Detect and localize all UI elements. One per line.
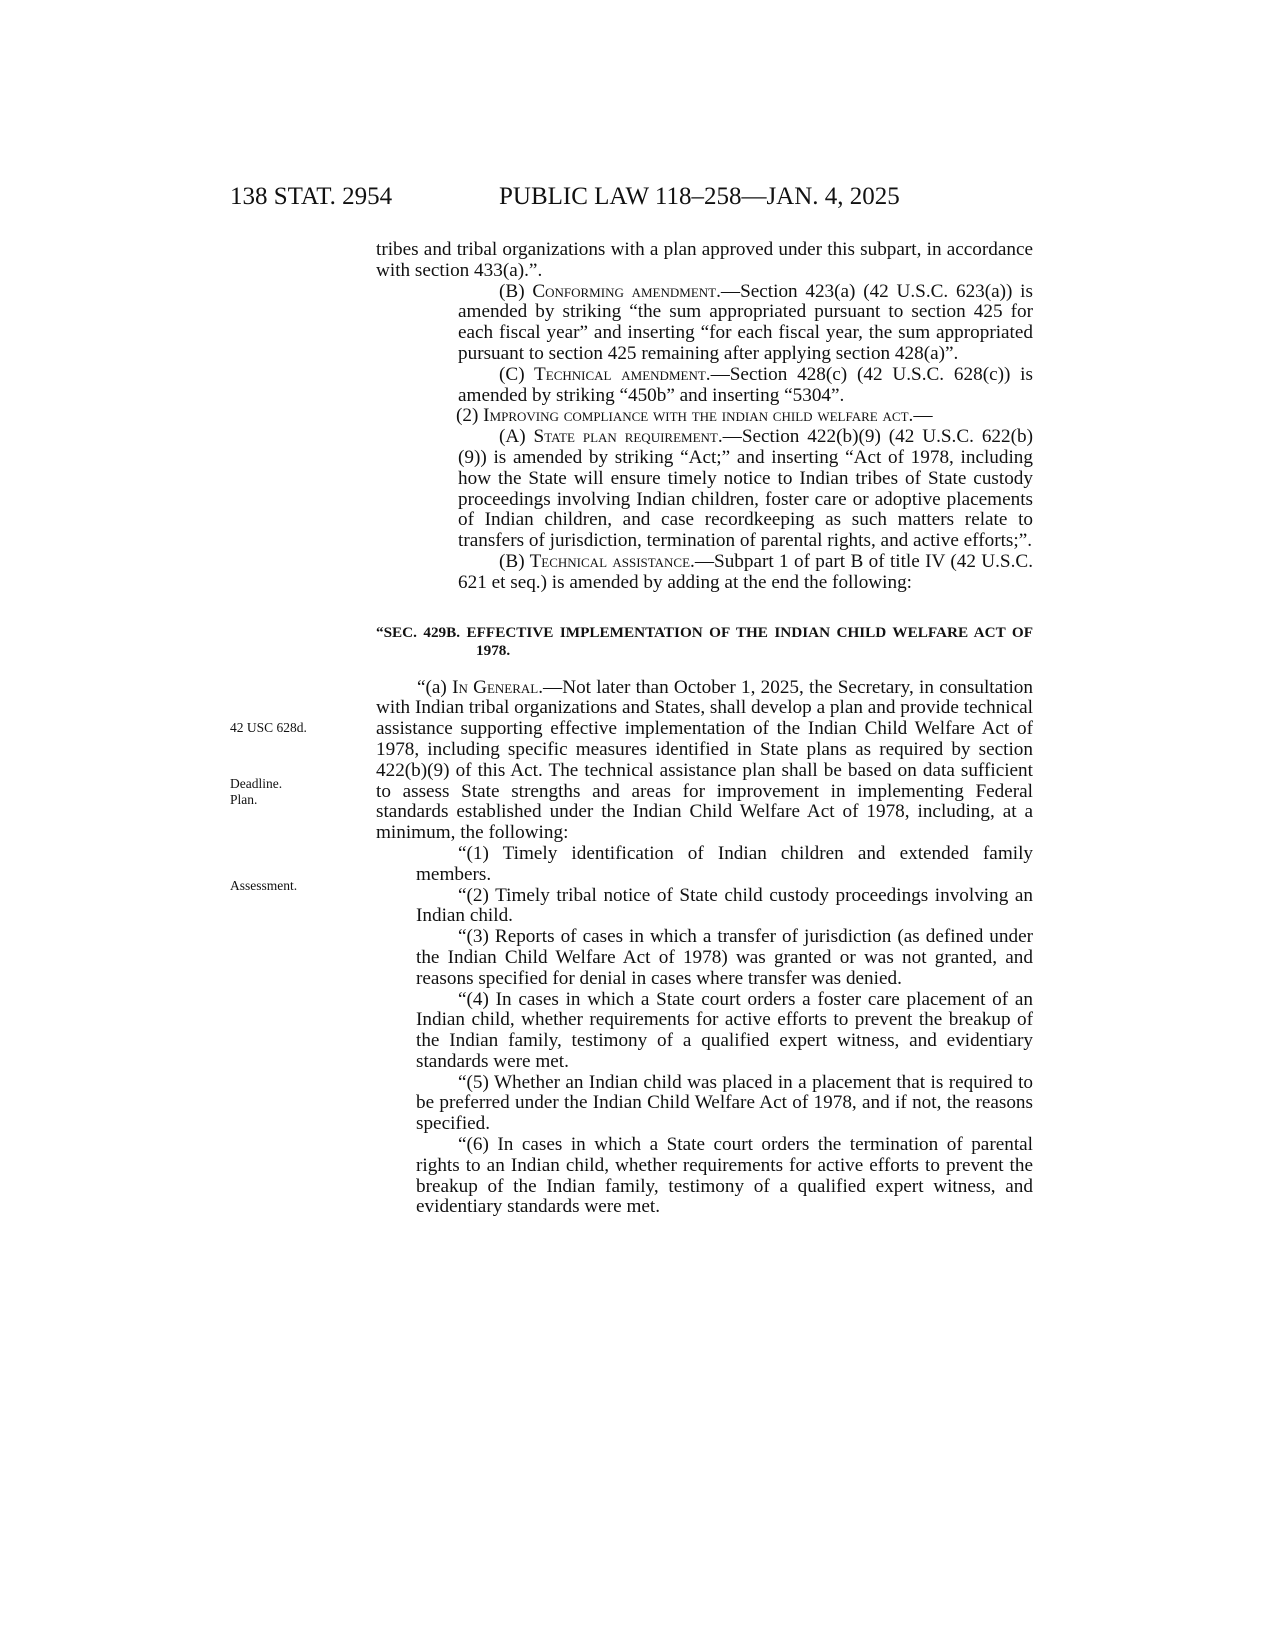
section-heading: “SEC. 429B. EFFECTIVE IMPLEMENTATION OF THE INDIAN CHILD WELFARE ACT OF 1978. xyxy=(376,623,1033,659)
body-text xyxy=(376,240,1033,1218)
text-technical-assistance: —Subpart 1 of part B of title IV (42 U.S.C. 621 et seq.) is amended by adding at the end the following: xyxy=(458,550,1033,593)
text-conforming-amendment: —Section 423(a) (42 U.S.C. 623(a)) is amended by striking “the sum appropriated pursuant to section 425 for each fiscal year” and inserting “for each fiscal year, the sum appropriated pursuant to section 425 remaining after applying section 428(a)”. xyxy=(458,280,1033,364)
heading-technical-amendment: (C) Technical amendment. xyxy=(499,363,711,385)
text-technical-amendment: —Section 428(c) (42 U.S.C. 628(c)) is amended by striking “450b” and inserting “5304”. xyxy=(458,363,1033,406)
paragraph-continuation: tribes and tribal organizations with a plan approved under this subpart, in accordance with section 433(a).”. xyxy=(376,239,1033,281)
law-title: PUBLIC LAW 118–258—JAN. 4, 2025 xyxy=(499,183,900,210)
page-header xyxy=(0,183,1275,223)
margin-note-assessment: Assessment. xyxy=(230,878,298,893)
margin-note-deadline-plan xyxy=(230,776,282,808)
heading-improving-compliance: (2) Improving compliance with the indian child welfare act. xyxy=(456,405,914,427)
list-item-6: “(6) In cases in which a State court orders the termination of parental rights to an Indian child, whether requirements for active efforts to prevent the breakup of the Indian family, testimony of a qualified expert witness, and evidentiary standards were met. xyxy=(416,1134,1033,1218)
stat-citation: 138 STAT. 2954 xyxy=(230,183,393,210)
margin-note-deadline: Deadline. xyxy=(230,776,283,791)
list-item-5: “(5) Whether an Indian child was placed in a placement that is required to be preferred under the Indian Child Welfare Act of 1978, and if not, the reasons specified. xyxy=(416,1071,1033,1135)
heading-conforming-amendment: (B) Conforming amendment. xyxy=(499,280,721,302)
text-state-plan-requirement: —Section 422(b)(9) (42 U.S.C. 622(b)(9)) is amended by striking “Act;” and inserting “Act of 1978, including how the State will ensure timely notice to Indian tribes of State custody proceedings involving Indian children, foster care or adoptive placements of Indian children, and case recordkeeping as such matters relate to transfers of jurisdiction, termination of parental rights, and active efforts;”. xyxy=(458,426,1033,552)
dash-improving-compliance: — xyxy=(913,405,933,427)
heading-in-general: In General. xyxy=(452,676,544,698)
open-in-general: “(a) xyxy=(417,676,453,698)
paragraph-b-conforming-amendment xyxy=(376,282,1033,365)
paragraph-a-in-general xyxy=(376,678,1033,844)
paragraph-2-improving-compliance xyxy=(376,406,1033,427)
list-item-1: “(1) Timely identification of Indian children and extended family members. xyxy=(416,842,1033,885)
heading-state-plan-requirement: (A) State plan requirement. xyxy=(499,426,723,448)
paragraph-b-technical-assistance xyxy=(376,552,1033,594)
margin-note-plan: Plan. xyxy=(230,792,258,807)
paragraph-c-technical-amendment xyxy=(376,365,1033,407)
text-in-general: —Not later than October 1, 2025, the Secretary, in consultation with Indian tribal organizations and States, shall develop a plan and provide technical assistance supporting effective implementation of the Indian Child Welfare Act of 1978, including specific measures identified in State plans as required by section 422(b)(9) of this Act. The technical assistance plan shall be based on data sufficient to assess State strengths and areas for improvement in implementing Federal standards established under the Indian Child Welfare Act of 1978, including, at a minimum, the following: xyxy=(376,676,1033,844)
list-item-3: “(3) Reports of cases in which a transfer of jurisdiction (as defined under the Indian Child Welfare Act of 1978) was granted or was not granted, and reasons specified for denial in cases where transfer was denied. xyxy=(416,926,1033,989)
margin-note-usc: 42 USC 628d. xyxy=(230,720,307,735)
list-item-2: “(2) Timely tribal notice of State child custody proceedings involving an Indian child. xyxy=(416,884,1033,927)
paragraph-a-state-plan xyxy=(376,427,1033,552)
list-item-4: “(4) In cases in which a State court orders a foster care placement of an Indian child, whether requirements for active efforts to prevent the breakup of the Indian family, testimony of a qualified expert witness, and evidentiary standards were met. xyxy=(416,988,1033,1072)
heading-technical-assistance: (B) Technical assistance. xyxy=(499,550,695,572)
